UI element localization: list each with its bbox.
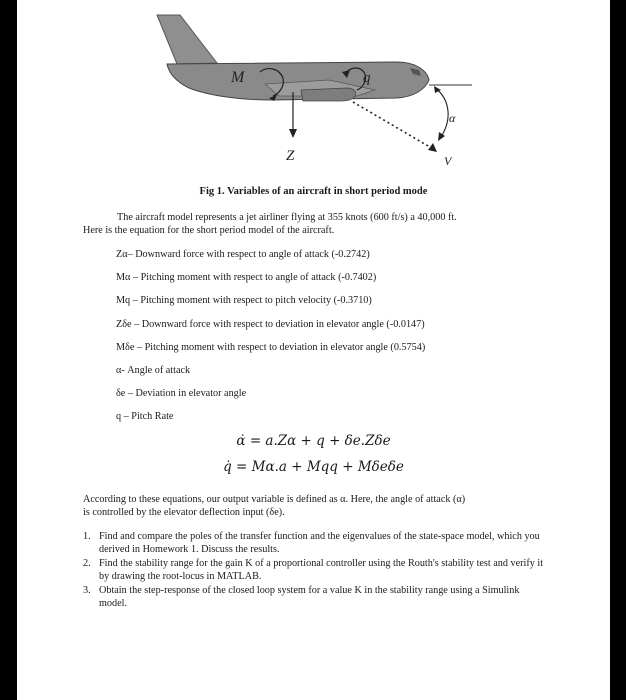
variable-item: Zα– Downward force with respect to angle of attack (-0.2742) [116,249,370,260]
variable-item: q – Pitch Rate [116,411,174,422]
label-M: M [231,69,245,86]
variable-item: α- Angle of attack [116,365,191,376]
task-item: 3. Obtain the step-response of the closed loop system for a value K in the stability range using a Simulink model. [83,585,520,609]
output-line-1: According to these equations, our output variable is defined as α. Here, the angle of attack (α) [83,494,466,505]
document-page [17,0,610,700]
variable-item: Mα – Pitching moment with respect to angle of attack (-0.7402) [116,272,377,283]
aircraft-figure [17,0,610,185]
intro-line-1: The aircraft model represents a jet airliner flying at 355 knots (600 ft/s) a 40,000 ft. [117,212,457,223]
tail-fin [157,15,217,64]
figure-caption: Fig 1. Variables of an aircraft in short period mode [199,186,428,197]
intro-line-2: Here is the equation for the short period model of the aircraft. [83,225,335,236]
task-item: 2. Find the stability range for the gain K of a proportional controller using the Routh's stability test and verify it by drawing the root-locus in MATLAB. [83,558,544,582]
variable-item: Zδe – Downward force with respect to deviation in elevator angle (-0.0147) [116,319,425,330]
engine [301,88,356,101]
velocity-line [353,102,435,150]
task-item: 1. Find and compare the poles of the transfer function and the eigenvalues of the state-space model, which you derived in Homework 1. Discuss the results. [83,531,540,555]
label-alpha: α [449,111,456,125]
velocity-arrowhead [428,143,437,152]
equation-q-dot: q̇ = Mα.a + Mqq + Mδeδe [223,459,404,475]
task-list [83,530,547,611]
variable-item: Mq – Pitching moment with respect to pitch velocity (-0.3710) [116,295,372,306]
label-q: q [363,70,371,86]
output-line-2: is controlled by the elevator deflection input (δe). [83,507,285,518]
z-force-arrowhead [289,129,297,138]
output-paragraph [83,493,559,519]
variable-item: Mδe – Pitching moment with respect to deviation in elevator angle (0.5754) [116,342,426,353]
alpha-arrowhead-bottom [438,132,445,141]
variable-item: δe – Deviation in elevator angle [116,388,247,399]
equation-alpha-dot: α̇ = a.Zα + q + δe.Zδe [236,433,391,449]
alpha-arc [435,88,448,137]
intro-paragraph [83,211,559,237]
label-Z: Z [286,148,295,164]
label-V: V [444,154,452,168]
